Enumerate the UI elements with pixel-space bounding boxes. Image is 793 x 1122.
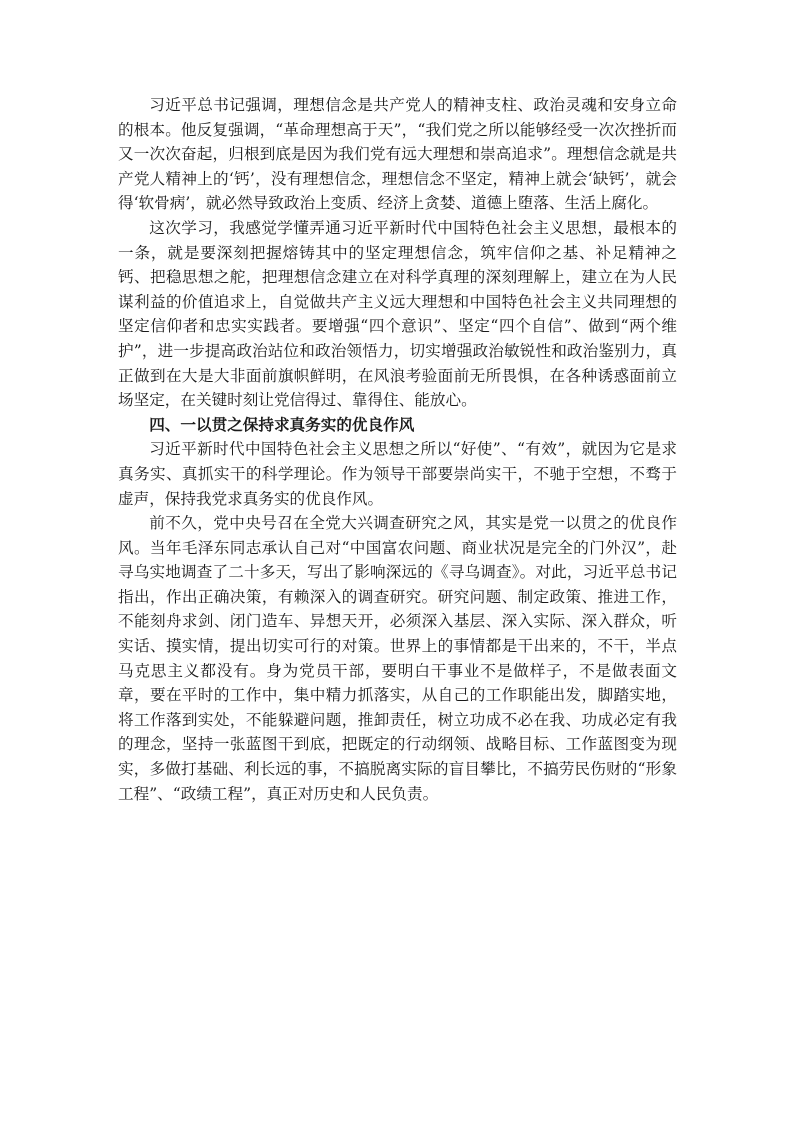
document-body <box>118 93 677 806</box>
paragraph-investigation-research: 前不久，党中央号召在全党大兴调查研究之风，其实是党一以贯之的优良作风。当年毛泽东同志承认自己对“中国富农问题、商业状况是完全的门外汉”，赴寻乌实地调查了二十多天，写出了影响深远的《寻乌调查》。对此，习近平总书记指出，作出正确决策，有赖深入的调查研究。研究问题、制定政策、推进工作，不能刻舟求剑、闭门造车、异想天开，必须深入基层、深入实际、深入群众，听实话、摸实情，提出切实可行的对策。世界上的事情都是干出来的，不干，半点马克思主义都没有。身为党员干部，要明白干事业不是做样子，不是做表面文章，要在平时的工作中，集中精力抓落实，从自己的工作职能出发，脚踏实地，将工作落到实处，不能躲避问题，推卸责任，树立功成不必在我、功成必定有我的理念，坚持一张蓝图干到底，把既定的行动纲领、战略目标、工作蓝图变为现实，多做打基础、利长远的事，不搞脱离实际的盲目攀比，不搞劳民伤财的“形象工程”、“政绩工程”，真正对历史和人民负责。 <box>118 514 677 803</box>
paragraph-study-reflection: 这次学习，我感觉学懂弄通习近平新时代中国特色社会主义思想，最根本的一条，就是要深刻把握熔铸其中的坚定理想信念，筑牢信仰之基、补足精神之钙、把稳思想之舵，把理想信念建立在对科学真理的深刻理解上，建立在为人民谋利益的价值追求上，自觉做共产主义远大理想和中国特色社会主义共同理想的坚定信仰者和忠实实践者。要增强“四个意识”、坚定“四个自信”、做到“两个维护”，进一步提高政治站位和政治领悟力，切实增强政治敏锐性和政治鉴别力，真正做到在大是大非面前旗帜鲜明，在风浪考验面前无所畏惧，在各种诱惑面前立场坚定，在关键时刻让党信得过、靠得住、能放心。 <box>118 218 677 410</box>
paragraph-practical-style: 习近平新时代中国特色社会主义思想之所以“好使”、“有效”，就因为它是求真务实、真抓实干的科学理论。作为领导干部要崇尚实干，不驰于空想，不骛于虚声，保持我党求真务实的优良作风。 <box>118 440 677 508</box>
section-heading: 四、一以贯之保持求真务实的优良作风 <box>149 415 415 434</box>
paragraph-ideals-importance: 习近平总书记强调，理想信念是共产党人的精神支柱、政治灵魂和安身立命的根本。他反复强调，“革命理想高于天”，“我们党之所以能够经受一次次挫折而又一次次奋起，归根到底是因为我们党有远大理想和崇高追求”。理想信念就是共产党人精神上的‘钙’，没有理想信念，理想信念不坚定，精神上就会‘缺钙’，就会得‘软骨病’，就必然导致政治上变质、经济上贪婪、道德上堕落、生活上腐化。 <box>118 96 677 213</box>
